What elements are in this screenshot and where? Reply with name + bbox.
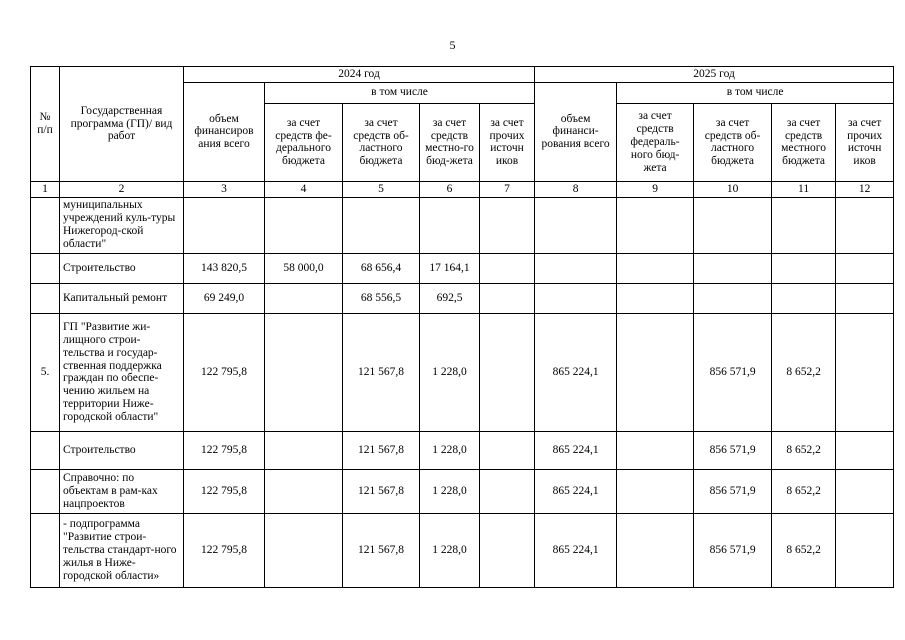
cell-regional-2025 (694, 197, 772, 253)
cell-regional-2024: 68 656,4 (343, 253, 420, 283)
cell-local-2024: 692,5 (420, 283, 480, 313)
row-number: 5. (31, 313, 60, 431)
row-number (31, 253, 60, 283)
cell-total-2025: 865 224,1 (535, 469, 617, 513)
cell-local-2024: 17 164,1 (420, 253, 480, 283)
cell-local-2025: 8 652,2 (772, 469, 836, 513)
header-local-2024: за счет средств местно-го бюд-жета (420, 103, 480, 181)
cell-regional-2025: 856 571,9 (694, 431, 772, 469)
header-year-2025: 2025 год (535, 67, 894, 83)
cell-federal-2025 (617, 513, 694, 587)
row-number (31, 513, 60, 587)
cell-other-2024 (480, 513, 535, 587)
cell-federal-2025 (617, 431, 694, 469)
cell-other-2024 (480, 197, 535, 253)
cell-local-2024 (420, 197, 480, 253)
cell-other-2024 (480, 313, 535, 431)
cell-federal-2024: 58 000,0 (265, 253, 343, 283)
cell-federal-2025 (617, 313, 694, 431)
header-including-2024: в том числе (265, 82, 535, 103)
cell-federal-2025 (617, 469, 694, 513)
row-name: - подпрограмма "Развитие строи-тельства стандарт-ного жилья в Ниже-городской области» (60, 513, 184, 587)
header-other-2025: за счет прочих источн иков (836, 103, 894, 181)
column-number: 8 (535, 181, 617, 197)
header-federal-2025: за счет средств федераль-ного бюд-жета (617, 103, 694, 181)
financing-table (30, 66, 894, 588)
row-number (31, 283, 60, 313)
row-name: муниципальных учреждений куль-туры Нижегород-ской области" (60, 197, 184, 253)
cell-regional-2024: 121 567,8 (343, 431, 420, 469)
cell-total-2024: 122 795,8 (184, 313, 265, 431)
cell-other-2024 (480, 283, 535, 313)
cell-regional-2025: 856 571,9 (694, 469, 772, 513)
column-number: 5 (343, 181, 420, 197)
cell-other-2024 (480, 469, 535, 513)
cell-regional-2025: 856 571,9 (694, 513, 772, 587)
header-col-program: Государственная программа (ГП)/ вид работ (60, 67, 184, 182)
cell-total-2025: 865 224,1 (535, 431, 617, 469)
cell-local-2025: 8 652,2 (772, 513, 836, 587)
cell-local-2025 (772, 283, 836, 313)
cell-federal-2024 (265, 513, 343, 587)
table-row (31, 253, 894, 283)
cell-other-2024 (480, 431, 535, 469)
header-federal-2024: за счет средств фе-дерального бюджета (265, 103, 343, 181)
column-number: 10 (694, 181, 772, 197)
cell-federal-2025 (617, 197, 694, 253)
table-row (31, 469, 894, 513)
row-name: Справочно: по объектам в рам-ках нацпроектов (60, 469, 184, 513)
table-row (31, 513, 894, 587)
header-local-2025: за счет средств местного бюджета (772, 103, 836, 181)
cell-regional-2025: 856 571,9 (694, 313, 772, 431)
header-year-2024: 2024 год (184, 67, 535, 83)
cell-regional-2025 (694, 253, 772, 283)
header-total-2025: объем финанси-рования всего (535, 82, 617, 181)
column-number: 3 (184, 181, 265, 197)
cell-regional-2024: 121 567,8 (343, 469, 420, 513)
cell-other-2025 (836, 313, 894, 431)
cell-federal-2024 (265, 431, 343, 469)
column-number: 11 (772, 181, 836, 197)
cell-regional-2024: 68 556,5 (343, 283, 420, 313)
header-regional-2025: за счет средств об-ластного бюджета (694, 103, 772, 181)
cell-federal-2024 (265, 197, 343, 253)
row-number (31, 197, 60, 253)
cell-total-2024 (184, 197, 265, 253)
cell-other-2024 (480, 253, 535, 283)
cell-total-2025: 865 224,1 (535, 313, 617, 431)
cell-regional-2024: 121 567,8 (343, 313, 420, 431)
cell-total-2024: 122 795,8 (184, 431, 265, 469)
row-name: Капитальный ремонт (60, 283, 184, 313)
cell-federal-2025 (617, 253, 694, 283)
row-name: ГП "Развитие жи-лищного строи-тельства и государ-ственная поддержка граждан по обеспе-чению жильем на территории Ниже-городской области" (60, 313, 184, 431)
column-number: 7 (480, 181, 535, 197)
header-including-2025: в том числе (617, 82, 894, 103)
table-row (31, 197, 894, 253)
column-number: 12 (836, 181, 894, 197)
column-number: 4 (265, 181, 343, 197)
header-col-no: № п/п (31, 67, 60, 182)
cell-other-2025 (836, 283, 894, 313)
cell-regional-2025 (694, 283, 772, 313)
cell-other-2025 (836, 469, 894, 513)
column-number: 1 (31, 181, 60, 197)
cell-other-2025 (836, 253, 894, 283)
cell-total-2024: 143 820,5 (184, 253, 265, 283)
header-total-2024: объем финансиров ания всего (184, 82, 265, 181)
cell-total-2025 (535, 253, 617, 283)
cell-other-2025 (836, 431, 894, 469)
cell-local-2025: 8 652,2 (772, 313, 836, 431)
cell-local-2024: 1 228,0 (420, 469, 480, 513)
table-row (31, 431, 894, 469)
header-other-2024: за счет прочих источн иков (480, 103, 535, 181)
column-numbers-row (31, 181, 894, 197)
header-regional-2024: за счет средств об-ластного бюджета (343, 103, 420, 181)
cell-local-2025 (772, 253, 836, 283)
column-number: 6 (420, 181, 480, 197)
column-number: 9 (617, 181, 694, 197)
cell-federal-2024 (265, 469, 343, 513)
column-number: 2 (60, 181, 184, 197)
cell-federal-2025 (617, 283, 694, 313)
cell-total-2025: 865 224,1 (535, 513, 617, 587)
cell-total-2024: 69 249,0 (184, 283, 265, 313)
cell-local-2025 (772, 197, 836, 253)
row-number (31, 431, 60, 469)
row-name: Строительство (60, 431, 184, 469)
page-number: 5 (449, 38, 456, 52)
cell-other-2025 (836, 197, 894, 253)
cell-local-2025: 8 652,2 (772, 431, 836, 469)
table-row (31, 313, 894, 431)
cell-local-2024: 1 228,0 (420, 513, 480, 587)
cell-other-2025 (836, 513, 894, 587)
cell-total-2024: 122 795,8 (184, 469, 265, 513)
cell-local-2024: 1 228,0 (420, 313, 480, 431)
table-row (31, 283, 894, 313)
row-number (31, 469, 60, 513)
row-name: Строительство (60, 253, 184, 283)
cell-total-2024: 122 795,8 (184, 513, 265, 587)
cell-regional-2024 (343, 197, 420, 253)
cell-federal-2024 (265, 313, 343, 431)
cell-total-2025 (535, 283, 617, 313)
cell-regional-2024: 121 567,8 (343, 513, 420, 587)
cell-federal-2024 (265, 283, 343, 313)
cell-local-2024: 1 228,0 (420, 431, 480, 469)
cell-total-2025 (535, 197, 617, 253)
